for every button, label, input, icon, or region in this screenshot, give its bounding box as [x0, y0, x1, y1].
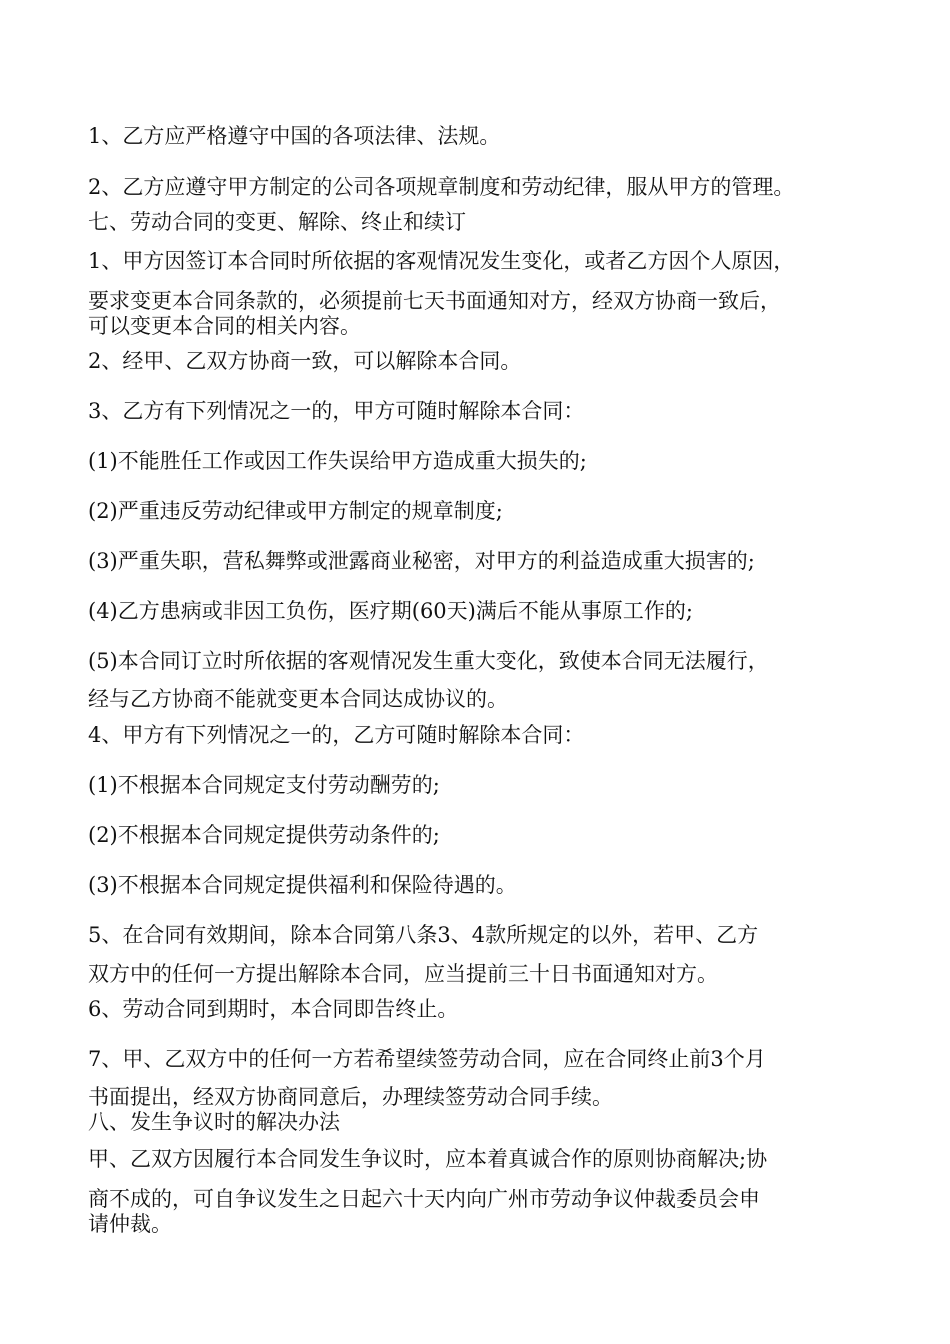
- clause-item: (3)严重失职，营私舞弊或泄露商业秘密，对甲方的利益造成重大损害的;: [88, 549, 755, 573]
- clause-item: (3)不根据本合同规定提供福利和保险待遇的。: [88, 873, 517, 897]
- clause-item: (2)严重违反劳动纪律或甲方制定的规章制度;: [88, 499, 503, 523]
- clause-line: 双方中的任何一方提出解除本合同，应当提前三十日书面通知对方。: [88, 962, 718, 986]
- clause-item: (2)不根据本合同规定提供劳动条件的;: [88, 823, 440, 847]
- clause-item: (1)不能胜任工作或因工作失误给甲方造成重大损失的;: [88, 449, 587, 473]
- clause-line: 1、甲方因签订本合同时所依据的客观情况发生变化，或者乙方因个人原因，: [88, 249, 795, 273]
- clause-line: 商不成的，可自争议发生之日起六十天内向广州市劳动争议仲裁委员会申: [88, 1187, 760, 1211]
- clause-item: (5)本合同订立时所依据的客观情况发生重大变化，致使本合同无法履行，: [88, 649, 769, 673]
- clause-line: 6、劳动合同到期时，本合同即告终止。: [88, 997, 459, 1021]
- clause-line: 7、甲、乙双方中的任何一方若希望续签劳动合同，应在合同终止前3个月: [88, 1047, 766, 1071]
- clause-line: 要求变更本合同条款的，必须提前七天书面通知对方，经双方协商一致后，: [88, 289, 781, 313]
- clause-line: 3、乙方有下列情况之一的，甲方可随时解除本合同：: [88, 399, 585, 423]
- section-heading: 七、劳动合同的变更、解除、终止和续订: [88, 210, 466, 234]
- clause-item: (1)不根据本合同规定支付劳动酬劳的;: [88, 773, 440, 797]
- section-heading: 八、发生争议时的解决办法: [88, 1110, 340, 1134]
- clause-line: 可以变更本合同的相关内容。: [88, 314, 361, 338]
- clause-line: 书面提出，经双方协商同意后，办理续签劳动合同手续。: [88, 1085, 613, 1109]
- clause-line: 2、经甲、乙双方协商一致，可以解除本合同。: [88, 349, 522, 373]
- clause-line: 甲、乙双方因履行本合同发生争议时，应本着真诚合作的原则协商解决;协: [88, 1147, 768, 1171]
- clause-line: 请仲裁。: [88, 1212, 172, 1236]
- clause-line: 4、甲方有下列情况之一的，乙方可随时解除本合同：: [88, 723, 585, 747]
- clause-line: 2、乙方应遵守甲方制定的公司各项规章制度和劳动纪律，服从甲方的管理。: [88, 175, 795, 199]
- clause-line: 5、在合同有效期间，除本合同第八条3、4款所规定的以外，若甲、乙方: [88, 923, 759, 947]
- clause-item: (4)乙方患病或非因工负伤，医疗期(60天)满后不能从事原工作的;: [88, 599, 693, 623]
- clause-item: 经与乙方协商不能就变更本合同达成协议的。: [88, 687, 508, 711]
- clause-line: 1、乙方应严格遵守中国的各项法律、法规。: [88, 124, 501, 148]
